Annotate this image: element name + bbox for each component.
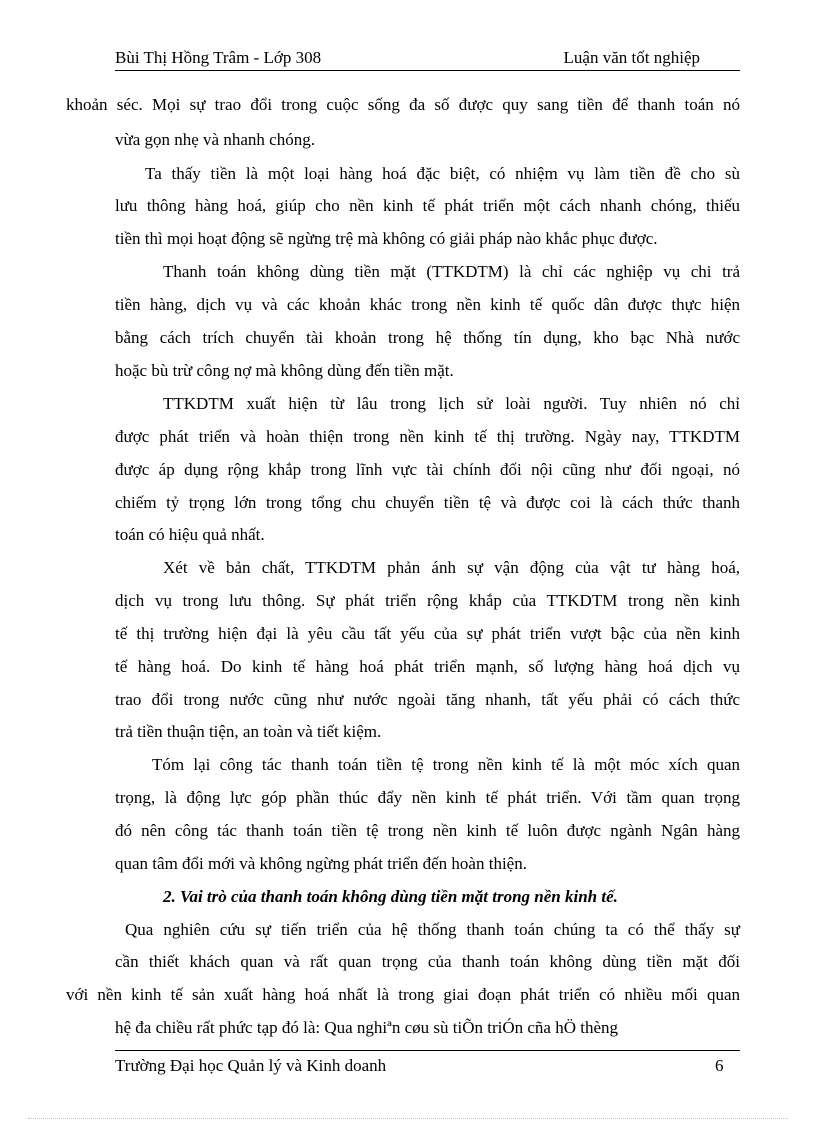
body-line: trao đổi trong nước cũng như nước ngoài tăng nhanh, tất yếu phải có cách thức [115,690,740,709]
body-line: tiền hàng, dịch vụ và các khoản khác trong nền kinh tế quốc dân được thực hiện [115,295,740,314]
footer-rule [115,1050,740,1051]
body-line: bằng cách trích chuyển tài khoản trong hệ thống tín dụng, kho bạc Nhà nước [115,328,740,347]
body-line: tế hàng hoá. Do kinh tế hàng hoá phát triển mạnh, số lượng hàng hoá dịch vụ [115,657,740,676]
body-line: dịch vụ trong lưu thông. Sự phát triển rộng khắp của TTKDTM trong nền kinh [115,591,740,610]
body-line: Qua nghiên cứu sự tiến triển của hệ thống thanh toán chúng ta có thể thấy sự [125,920,740,939]
body-line: được phát triển và hoàn thiện trong nền kinh tế thị trường. Ngày nay, TTKDTM [115,427,740,446]
section-heading: 2. Vai trò của thanh toán không dùng tiền mặt trong nền kinh tế. [163,887,618,906]
body-line: trọng, là động lực góp phần thúc đẩy nền kinh tế phát triển. Với tầm quan trọng [115,788,740,807]
body-line: lưu thông hàng hoá, giúp cho nền kinh tế phát triển một cách nhanh chóng, thiếu [115,196,740,215]
body-line: tế thị trường hiện đại là yêu cầu tất yếu của sự phát triển vượt bậc của nền kinh [115,624,740,643]
body-line: vừa gọn nhẹ và nhanh chóng. [115,130,315,149]
body-line: Tóm lại công tác thanh toán tiền tệ trong nền kinh tế là một móc xích quan [152,755,740,774]
body-line: TTKDTM xuất hiện từ lâu trong lịch sử loài người. Tuy nhiên nó chỉ [163,394,740,413]
body-line: được áp dụng rộng khắp trong lĩnh vực tài chính đối nội cũng như đối ngoại, nó [115,460,740,479]
body-line: toán có hiệu quả nhất. [115,525,265,544]
body-line: với nền kinh tế sản xuất hàng hoá nhất là trong giai đoạn phát triển có nhiều mối quan [66,985,740,1004]
header-author: Bùi Thị Hồng Trâm - Lớp 308 [115,48,322,67]
body-line: hệ đa chiều rất phức tạp đó là: Qua nghiªn cøu sù tiÕn triÓn cña hÖ thèng [115,1018,618,1037]
body-line: tiền thì mọi hoạt động sẽ ngừng trệ mà không có giải pháp nào khắc phục được. [115,229,658,248]
header-doc-type: Luận văn tốt nghiệp [563,48,700,67]
body-line: trả tiền thuận tiện, an toàn và tiết kiệm. [115,722,382,741]
body-line: Ta thấy tiền là một loại hàng hoá đặc biệt, có nhiệm vụ làm tiền đề cho sù [145,164,740,183]
body-line: Xét về bản chất, TTKDTM phản ánh sự vận động của vật tư hàng hoá, [163,558,740,577]
page-header [115,48,740,71]
body-line: chiếm tỷ trọng lớn trong tổng chu chuyển tiền tệ và được coi là cách thức thanh [115,493,740,512]
body-line: Thanh toán không dùng tiền mặt (TTKDTM) là chỉ các nghiệp vụ chi trả [163,262,740,281]
page-bottom-dotted-line [28,1118,788,1119]
body-line: hoặc bù trừ công nợ mà không dùng đến tiền mặt. [115,361,454,380]
body-line: cần thiết khách quan và rất quan trọng của thanh toán không dùng tiền mặt đối [115,952,740,971]
footer-school: Trường Đại học Quản lý và Kinh doanh [115,1056,387,1075]
body-line: đó nên công tác thanh toán tiền tệ trong nền kinh tế luôn được ngành Ngân hàng [115,821,740,840]
body-line: khoản séc. Mọi sự trao đổi trong cuộc sống đa số được quy sang tiền để thanh toán nó [66,95,740,114]
body-line: quan tâm đổi mới và không ngừng phát triển đến hoàn thiện. [115,854,527,873]
page-number: 6 [715,1056,724,1075]
